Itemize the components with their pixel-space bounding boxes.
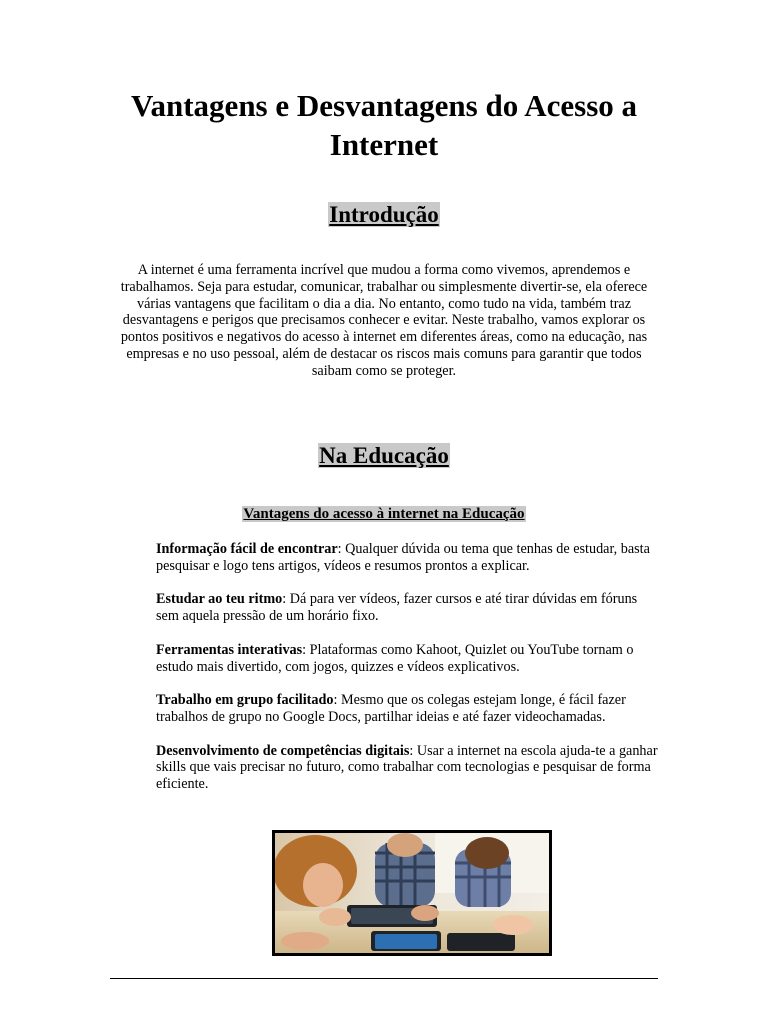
- advantages-list: [156, 541, 662, 810]
- item-description: : Dá para ver vídeos, fazer cursos e até tirar dúvidas em fóruns sem aquela pressão de um horário fixo.: [156, 591, 638, 625]
- item-description: : Plataformas como Kahoot, Quizlet ou YouTube tornam o estudo mais divertido, com jogos, quizzes e vídeos explicativos.: [156, 641, 634, 675]
- item-term: Trabalho em grupo facilitado: [156, 692, 334, 709]
- intro-paragraph: A internet é uma ferramenta incrível que mudou a forma como vivemos, aprendemos e trabalhamos. Seja para estudar, comunicar, trabalhar ou simplesmente divertir-se, ela oferece várias vantagens que facilitam o dia a dia. No entanto, como tudo na vida, também traz desvantagens e perigos que precisamos conhecer e evitar. Neste trabalho, vamos explorar os pontos positivos e negativos do acesso à internet em diferentes áreas, como na educação, nas empresas e no uso pessoal, além de destacar os riscos mais comuns para garantir que todos saibam como se proteger.: [120, 262, 648, 379]
- photo-illustration: [275, 833, 549, 953]
- intro-heading: Introdução: [329, 202, 439, 227]
- list-item: [156, 591, 662, 625]
- education-heading: Na Educação: [319, 443, 449, 468]
- education-heading-wrap: [0, 441, 768, 471]
- education-subheading-wrap: [0, 505, 768, 524]
- list-item: [156, 541, 662, 575]
- list-item: [156, 743, 662, 793]
- item-term: Informação fácil de encontrar: [156, 541, 338, 557]
- page-bottom-rule: [110, 978, 658, 979]
- page-title: Vantagens e Desvantagens do Acesso a Internet: [130, 88, 638, 162]
- item-description: : Qualquer dúvida ou tema que tenhas de estudar, basta pesquisar e logo tens artigos, vídeos e resumos prontos a explicar.: [156, 541, 650, 574]
- item-term: Desenvolvimento de competências digitais: [156, 742, 410, 759]
- list-item: [156, 642, 662, 676]
- list-item: [156, 692, 662, 726]
- item-description: : Mesmo que os colegas estejam longe, é fácil fazer trabalhos de grupo no Google Docs, partilhar ideias e até fazer videochamadas.: [156, 692, 626, 725]
- education-subheading: Vantagens do acesso à internet na Educação: [243, 506, 525, 522]
- item-term: Ferramentas interativas: [156, 641, 303, 658]
- intro-heading-wrap: [0, 200, 768, 230]
- item-term: Estudar ao teu ritmo: [156, 591, 283, 608]
- students-tablet-photo: [272, 830, 552, 956]
- item-description: : Usar a internet na escola ajuda-te a ganhar skills que vais precisar no futuro, como trabalhar com tecnologias e pesquisar de forma eficiente.: [156, 742, 658, 793]
